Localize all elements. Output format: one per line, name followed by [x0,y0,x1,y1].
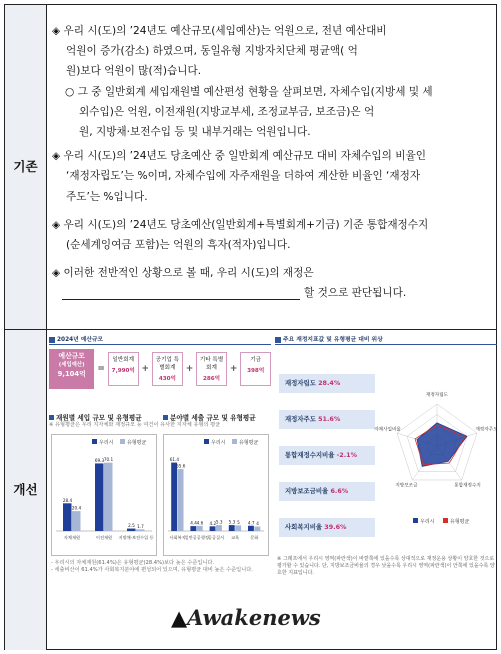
legend-label: 우리시 [211,440,226,446]
expenditure-bar-chart [164,435,268,555]
radar-axis-label: 통합재정수지 [454,483,481,489]
comparison-table [4,4,497,650]
text-line [52,283,492,303]
section-title: 재원별 세입 규모 및 유형평균 [49,412,159,422]
expenditure-chart-box [163,434,269,556]
panel-title-text: 주요 재정지표값 및 유형평균 대비 위상 [283,337,383,343]
text-line: ◈ 우리 시(도)의 ’24년도 당초예산(일반회계+특별회계+기금) 기준 통합재정수지 [52,218,429,231]
text-line: (순세계잉여금 포함)는 억원의 흑자(적자)입니다. [66,239,291,252]
legend-label: 우리시 [99,440,114,446]
text-line: ○ 그 중 일반회계 세입재원별 예산편성 현황을 살펴보면, 자체수입(지방세 및 세 [65,85,433,98]
legend-swatch [120,439,125,444]
paragraph-budget [52,21,492,142]
category-label: 사회복지 [169,535,186,540]
data-label: 4.2 [209,520,217,526]
plus-sign: + [141,364,150,374]
data-label: 5.3 [228,519,236,525]
bar [171,463,177,531]
column-divider [46,5,47,649]
budget-item: 일반회계 7,990억 [108,352,139,386]
right-panel [275,334,497,642]
bar [197,526,203,531]
budget-item: 공기업 특별회계 430억 [152,352,183,386]
category-label: 자체재원 [63,535,81,540]
radar-axis-label: 자체사업비율 [374,427,401,433]
data-label: 5 [237,519,240,525]
text-line: 억원이 증가(감소) 하였으며, 동일유형 지방자치단체 평균액( 억 [66,45,358,58]
legend-label: 우리시 [420,519,435,525]
bar [216,525,222,531]
bar [72,511,81,531]
bar [248,526,254,531]
bar [104,463,113,531]
legend-swatch [413,518,418,523]
indicator-row: 재정자주도 51.6% [279,410,375,429]
panel-title [49,334,271,343]
revenue-chart-box [51,434,157,556]
chart-notes [51,560,269,574]
section-title: 분야별 세출 규모 및 유형평균 [163,412,271,422]
bar [63,503,72,531]
data-label: 1.7 [137,523,144,529]
row-label-before: 기존 [5,5,46,329]
indicator-radar-chart [374,368,498,548]
budget-total-sub: (세입예산) [58,362,85,368]
data-label: 4.7 [247,520,255,526]
category-label: 문화 [250,535,259,540]
row-label-after: 개선 [5,330,46,650]
data-label: 28.4 [62,497,73,503]
radar-axis-label: 재정자주도 [475,427,498,433]
data-label: 2.5 [128,523,135,529]
bar [254,527,260,531]
indicator-row: 통합재정수지비율 -2.1% [279,446,375,465]
text-line: ‘재정자립도’는 %이며, 자체수입에 자주재원을 더하여 계산한 비율인 ‘재정자 [66,170,421,183]
data-label: 4.4 [190,520,197,526]
data-label: 70.1 [103,457,114,463]
budget-total-label: 예산규모 [58,352,85,360]
radar-axis-label: 재정자립도 [425,393,449,398]
data-label: 20.4 [71,505,82,511]
text-line: 외수입)은 억원, 이전재원(지방교부세, 조정교부금, 보조금)은 억 [79,105,375,118]
budget-total-value: 9,104억 [57,370,86,378]
after-infographic [49,334,498,646]
budget-item: 기타 특별회계 286억 [196,352,227,386]
category-label: 일반공공행정 [184,535,209,540]
category-label: 이전재원 [95,535,113,540]
text-fragment: 할 것으로 판단됩니다. [304,287,407,300]
fill-blank [62,287,300,300]
data-label: 55.6 [176,463,186,469]
category-label: 교육 [231,535,240,540]
equals-sign: = [97,364,105,374]
legend-swatch [204,439,209,444]
budget-equation [49,349,271,389]
text-line: 원)보다 억원이 많(적)습니다. [66,65,202,78]
data-label: 5.3 [215,519,223,525]
data-label: 4.6 [196,520,204,526]
paragraph-conclusion [52,263,492,303]
legend-label: 유형평균 [239,440,259,446]
legend-swatch [232,439,237,444]
data-label: 61.4 [169,457,180,463]
text-line: ◈ 이러한 전반적인 상황으로 볼 때, 우리 시(도)의 재정은 [52,267,314,280]
text-line: 주도’는 %입니다. [66,190,148,203]
sub-paragraph [65,82,492,143]
plus-sign: + [185,364,194,374]
plus-sign: + [229,364,238,374]
panel-title-text: 2024년 예산규모 [57,337,104,343]
bar [127,529,136,531]
bar [95,463,104,531]
legend-label: 유형평균 [127,440,147,446]
logo-mark-icon: ▲ [171,605,188,630]
paragraph-self-reliance [52,146,492,207]
category-label: 지방채·보전수입 등 [118,535,154,540]
text-line: 원, 지방채·보전수입 등 및 내부거래는 억원입니다. [79,126,311,139]
bar [178,469,184,531]
bar [190,526,196,531]
bar [229,525,235,531]
radar-note: ※ 그래프에서 우리시 영역(파란색)이 바깥쪽에 있을수록 상대적으로 재정운용 상황이 양호한 것으로 평가할 수 있습니다. 단, 지방보조금비율의 경우 낮을수록 우리시 영역(파란색)이 안쪽에 있을수록 양호한 지표입니다. [277,556,495,576]
data-label: 69.3 [94,457,105,463]
bar [136,529,145,531]
left-panel [49,334,271,642]
paragraph-balance [52,215,492,255]
text-line: ◈ 우리 시(도)의 ’24년도 당초예산 중 일반회계 예산규모 대비 자체수입의 비율인 [52,150,426,163]
logo-text: Awakenews [187,605,321,630]
row-divider [5,329,496,330]
legend-swatch [92,439,97,444]
bar [210,526,216,531]
bar [235,525,241,531]
budget-item: 기금 398억 [240,352,271,386]
radar-axis-label: 지방보조금 [395,483,418,489]
legend-swatch [443,518,448,523]
data-label: 4 [256,521,259,527]
category-label: 공공질서 [207,535,225,540]
text-line: ◈ 우리 시(도)의 ’24년도 예산규모(세입예산)는 억원으로, 전년 예산대비 [52,25,387,37]
legend-label: 유형평균 [450,519,470,525]
chart-note: - 우리시의 자체재원(61.4%)은 유형평균(28.4%)보다 높은 수준입니다. [51,560,215,566]
expenditure-section [163,412,271,422]
indicator-row: 사회복지비율 39.6% [279,518,375,537]
revenue-bar-chart [52,435,156,555]
chart-note: - 세출비산이 61.4%가 사회복지분야에 편성되어 있으며, 유형평균 대비 높은 수준입니다. [51,567,253,573]
panel-title [275,334,497,343]
indicator-row: 지방보조금비율 6.6% [279,482,375,501]
awakenews-logo [171,605,321,630]
indicator-row: 재정자립도 28.4% [279,374,375,393]
section-note: ※ 유형평균은 우리 지자체와 재정규모 등 여건이 유사한 지자체 유형의 평균 [49,422,221,428]
budget-total-box [49,349,94,389]
before-text [52,21,492,308]
